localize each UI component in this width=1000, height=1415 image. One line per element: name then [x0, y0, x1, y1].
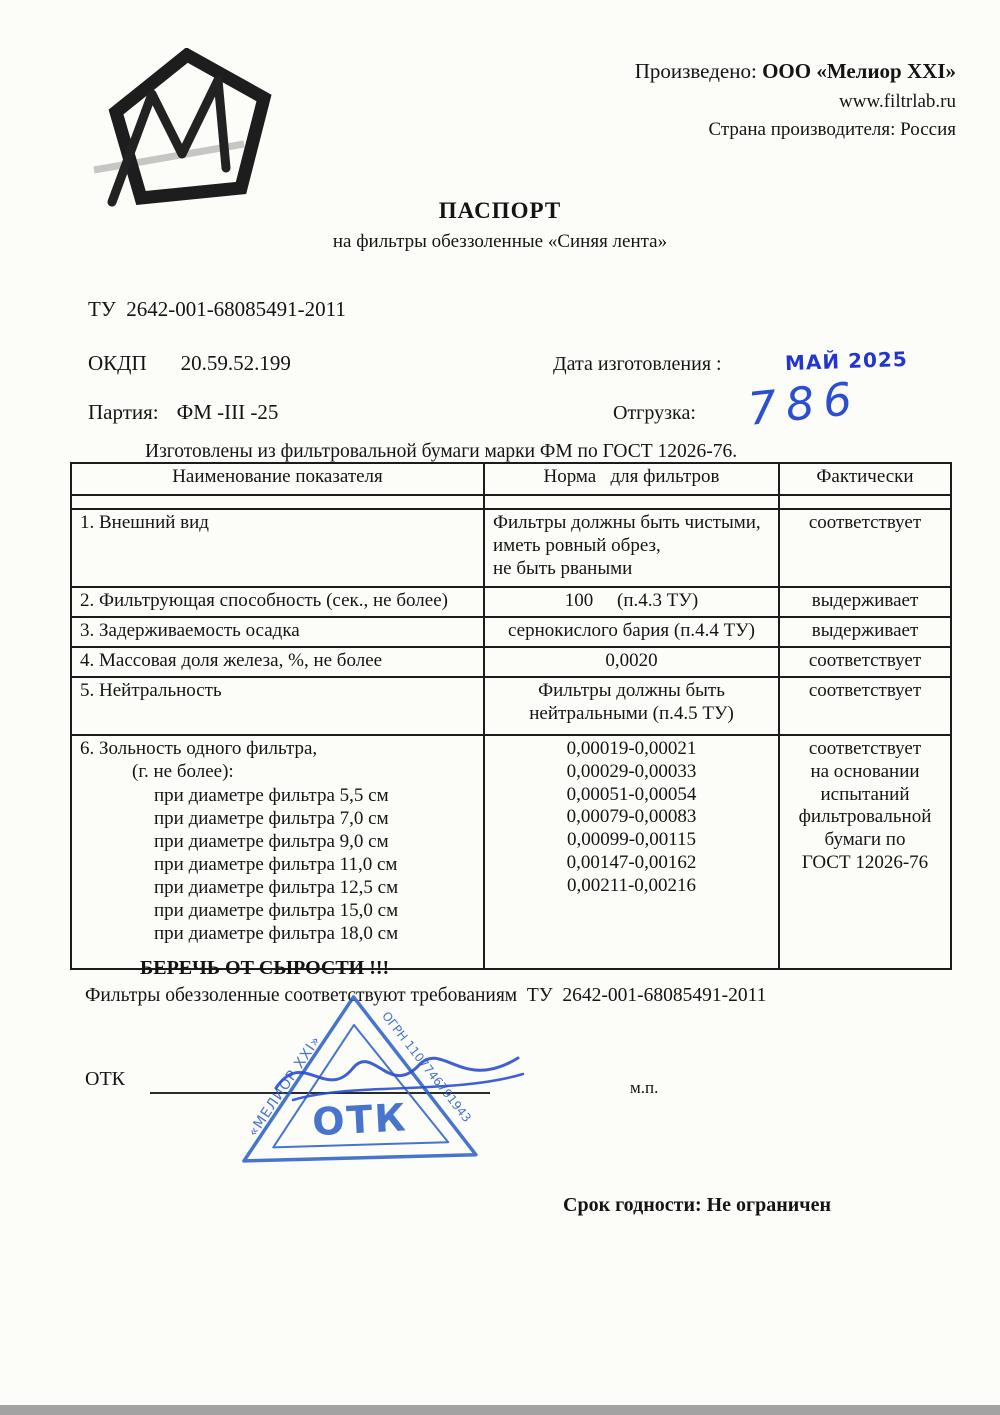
- table-row: [71, 677, 951, 735]
- col-header-fact: Фактически: [779, 463, 951, 495]
- tu-number: ТУ 2642-001-68085491-2011: [88, 297, 346, 321]
- table-header-row: [71, 463, 951, 495]
- producer-name: ООО «Мелиор XXI»: [762, 59, 956, 83]
- okdp-value: 20.59.52.199: [180, 351, 291, 375]
- row3-fact: выдерживает: [779, 617, 951, 647]
- produced-line: [635, 56, 956, 88]
- scan-artifact-strip: [0, 1405, 1000, 1415]
- row1-name: 1. Внешний вид: [71, 509, 484, 587]
- row6-fact: [779, 735, 951, 969]
- table-row: [71, 617, 951, 647]
- table-row: [71, 647, 951, 677]
- row6-fact-line: бумаги по: [824, 829, 906, 851]
- title-block: [0, 198, 1000, 253]
- okdp-label: ОКДП: [88, 351, 147, 375]
- ash-range-value: 0,00029-0,00033: [566, 760, 697, 782]
- melior-pentagon-m-logo: [92, 48, 292, 216]
- spacer-cell: [71, 495, 484, 509]
- pentagon-m-logo-graphic: [92, 48, 292, 216]
- row6-fact-line: испытаний: [820, 783, 910, 805]
- shelf-life-statement: Срок годности: Не ограничен: [563, 1194, 831, 1216]
- diameter-label: при диаметре фильтра 11,0 см: [154, 853, 398, 875]
- diameter-label: при диаметре фильтра 5,5 см: [154, 784, 389, 806]
- row6-name-line: (г. не более):: [132, 760, 234, 782]
- row4-norm: 0,0020: [484, 647, 779, 677]
- row5-name: 5. Нейтральность: [71, 677, 484, 735]
- table-row: [71, 735, 951, 969]
- mp-seal-label: м.п.: [630, 1078, 659, 1097]
- row3-norm: сернокислого бария (п.4.4 ТУ): [484, 617, 779, 647]
- signature-graphic: [268, 1040, 538, 1115]
- ash-range-value: 0,00211-0,00216: [566, 874, 697, 896]
- row1-norm-line: Фильтры должны быть чистыми,: [493, 512, 761, 533]
- producer-website: www.filtrlab.ru: [839, 90, 956, 112]
- spacer-cell: [779, 495, 951, 509]
- table-spacer-row: [71, 495, 951, 509]
- producer-country: Страна производителя: Россия: [708, 119, 956, 140]
- diameter-label: при диаметре фильтра 12,5 см: [154, 876, 399, 898]
- diameter-label: при диаметре фильтра 18,0 см: [154, 922, 399, 944]
- manufacture-date-stamp: МАЙ 2025: [784, 346, 909, 376]
- col-header-norm: Норма для фильтров: [484, 463, 779, 495]
- row1-fact: соответствует: [779, 509, 951, 587]
- ash-range-value: 0,00147-0,00162: [566, 851, 697, 873]
- ash-range-value: 0,00079-0,00083: [566, 806, 697, 828]
- row5-fact: соответствует: [779, 677, 951, 735]
- row5-norm-line: Фильтры должны быть: [538, 680, 725, 701]
- row2-name: 2. Фильтрующая способность (сек., не более): [71, 587, 484, 617]
- table-row: [71, 509, 951, 587]
- ash-range-value: 0,00099-0,00115: [566, 829, 697, 851]
- spacer-cell: [484, 495, 779, 509]
- stamp-ogrn-text: ОГРН 1107746791943: [379, 1009, 474, 1125]
- manufacture-date-label: Дата изготовления :: [553, 353, 722, 375]
- shipment-label: Отгрузка:: [613, 402, 696, 424]
- okdp-line: [88, 351, 291, 376]
- batch-label: Партия:: [88, 400, 159, 424]
- row5-norm: [484, 677, 779, 735]
- row1-norm-line: не быть рваными: [493, 557, 633, 579]
- document-title: ПАСПОРТ: [438, 198, 562, 223]
- ash-range-value: 0,00019-0,00021: [566, 738, 697, 759]
- moisture-warning: БЕРЕЧЬ ОТ СЫРОСТИ !!!: [140, 957, 390, 979]
- diameter-label: при диаметре фильтра 7,0 см: [154, 807, 389, 829]
- diameter-label: при диаметре фильтра 15,0 см: [154, 899, 399, 921]
- otk-label: ОТК: [85, 1068, 125, 1090]
- row2-fact: выдерживает: [779, 587, 951, 617]
- col-header-name: Наименование показателя: [71, 463, 484, 495]
- row6-name: [71, 735, 484, 969]
- producer-header-block: [635, 56, 956, 145]
- row4-fact: соответствует: [779, 647, 951, 677]
- diameter-label: при диаметре фильтра 9,0 см: [154, 830, 389, 852]
- row1-norm-line: иметь ровный обрез,: [493, 534, 661, 556]
- handwritten-signature: [268, 1040, 538, 1115]
- row1-norm: [484, 509, 779, 587]
- batch-value: ФМ -III -25: [176, 400, 279, 424]
- row4-name: 4. Массовая доля железа, %, не более: [71, 647, 484, 677]
- row6-norm: [484, 735, 779, 969]
- table-row: [71, 587, 951, 617]
- produced-label: Произведено:: [634, 59, 763, 83]
- batch-line: [88, 400, 278, 425]
- row3-name: 3. Задерживаемость осадка: [71, 617, 484, 647]
- row2-norm: 100 (п.4.3 ТУ): [484, 587, 779, 617]
- row5-norm-line: нейтральными (п.4.5 ТУ): [529, 702, 734, 724]
- shipment-handwritten-value: 786: [745, 371, 864, 436]
- stamp-otk-text: ОТК: [311, 1095, 409, 1145]
- row6-fact-line: на основании: [810, 760, 920, 782]
- row6-fact-line: ГОСТ 12026-76: [801, 851, 929, 873]
- specification-table: [70, 462, 952, 970]
- conformity-statement: Фильтры обеззоленные соответствуют требованиям ТУ 2642-001-68085491-2011: [85, 985, 767, 1006]
- row6-fact-line: соответствует: [808, 738, 922, 759]
- source-material-note: Изготовлены из фильтровальной бумаги марки ФМ по ГОСТ 12026-76.: [145, 441, 738, 462]
- document-subtitle: на фильтры обеззоленные «Синяя лента»: [332, 231, 668, 252]
- stamp-company-text: «МЕЛИОР XXI»: [245, 1032, 325, 1140]
- row6-fact-line: фильтровальной: [798, 806, 932, 828]
- row6-name-line: 6. Зольность одного фильтра,: [80, 738, 318, 759]
- ash-range-value: 0,00051-0,00054: [566, 783, 697, 805]
